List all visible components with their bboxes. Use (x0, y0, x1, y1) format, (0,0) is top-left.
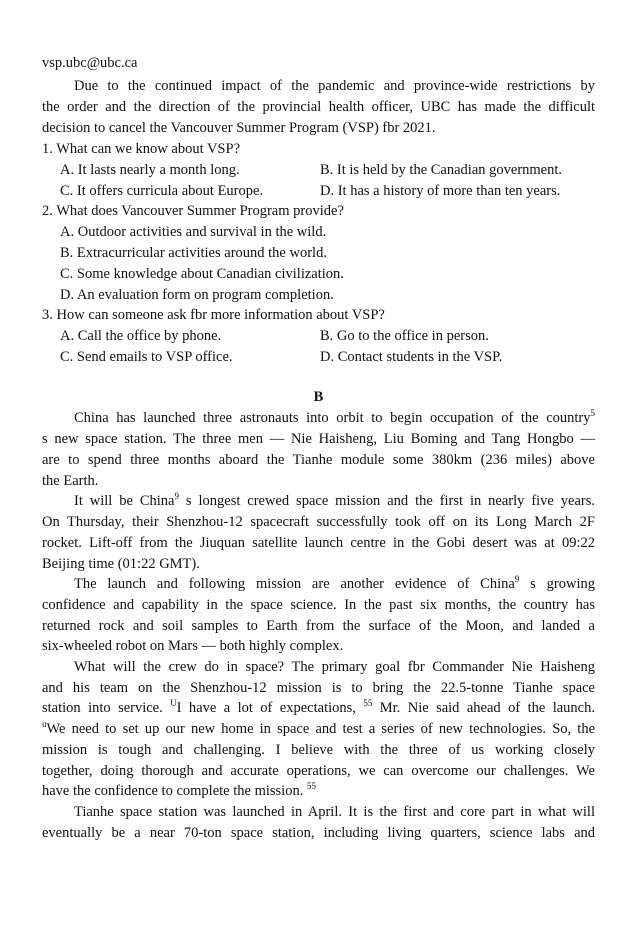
section-heading: B (313, 389, 324, 405)
paragraph-line: are to spend three months aboard the Tianhe module some 380km (236 miles) above (42, 452, 595, 468)
question-stem: 2. What does Vancouver Summer Program provide? (42, 203, 344, 219)
option-d: D. It has a history of more than ten years. (320, 183, 561, 199)
paragraph-line: What will the crew do in space? The primary goal fbr Commander Nie Haisheng (74, 659, 595, 675)
paragraph-line: eventually be a near 70-ton space station, including living quarters, science labs and (42, 825, 595, 841)
paragraph-line: decision to cancel the Vancouver Summer Program (VSP) fbr 2021. (42, 120, 436, 136)
option-c: C. It offers curricula about Europe. (60, 183, 264, 199)
option-c: C. Some knowledge about Canadian civilization. (60, 266, 344, 282)
option-d: D. An evaluation form on program completion. (60, 287, 334, 303)
paragraph-line: confidence and capability in the space science. In the past six months, the country has (42, 597, 595, 613)
question-stem: 1. What can we know about VSP? (42, 141, 241, 157)
paragraph-line: Due to the continued impact of the pandemic and province-wide restrictions by (74, 78, 595, 94)
paragraph-line: s new space station. The three men — Nie Haisheng, Liu Boming and Tang Hongbo — (42, 431, 595, 447)
paragraph-line: $^u$We need to set up our new home in space and test a series of new technologies. So, the (42, 719, 595, 737)
question-stem: 3. How can someone ask fbr more information about VSP? (42, 307, 385, 323)
paragraph-line: six-wheeled robot on Mars — both highly complex. (42, 638, 344, 654)
paragraph-line: the order and the direction of the provincial health officer, UBC has made the difficult (42, 99, 595, 115)
paragraph-line: together, doing thorough and accurate operations, we can overcome our challenges. We (42, 763, 595, 779)
paragraph-line: mission is tough and challenging. I believe with the three of us working closely (42, 742, 595, 758)
paragraph-line: It will be China$^9$ s longest crewed space mission and the first in nearly five years. (74, 491, 595, 509)
paragraph-line: and his team on the Shenzhou-12 mission is to bring the 22.5-tonne Tianhe space (42, 680, 595, 696)
paragraph-line: The launch and following mission are another evidence of China$^9$ s growing (74, 574, 595, 592)
option-b: B. Extracurricular activities around the world. (60, 245, 327, 261)
paragraph-line: station into service. $^U$I have a lot of expectations, $^{55}$ Mr. Nie said ahead of the launch. (42, 698, 595, 716)
paragraph-line: On Thursday, their Shenzhou-12 spacecraft successfully took off on its Long March 2F (42, 514, 595, 530)
option-b: B. It is held by the Canadian government. (320, 162, 563, 178)
option-c: C. Send emails to VSP office. (60, 349, 233, 365)
paragraph-line: returned rock and soil samples to Earth from the surface of the Moon, and landed a (42, 618, 595, 634)
option-b: B. Go to the office in person. (320, 328, 489, 344)
option-a: A. It lasts nearly a month long. (60, 162, 240, 178)
paragraph-line: China has launched three astronauts into orbit to begin occupation of the country$^5$ (74, 408, 595, 426)
paragraph-line: rocket. Lift-off from the Jiuquan satellite launch centre in the Gobi desert was at 09:22 (42, 535, 595, 551)
paragraph-line: have the confidence to complete the mission. $^{55}$ (42, 781, 316, 799)
email-address: vsp.ubc@ubc.ca (42, 55, 138, 71)
option-d: D. Contact students in the VSP. (320, 349, 503, 365)
paragraph-line: Beijing time (01:22 GMT). (42, 556, 200, 572)
option-a: A. Outdoor activities and survival in the wild. (60, 224, 327, 240)
option-a: A. Call the office by phone. (60, 328, 222, 344)
paragraph-line: Tianhe space station was launched in April. It is the first and core part in what will (74, 804, 595, 820)
paragraph-line: the Earth. (42, 473, 99, 489)
